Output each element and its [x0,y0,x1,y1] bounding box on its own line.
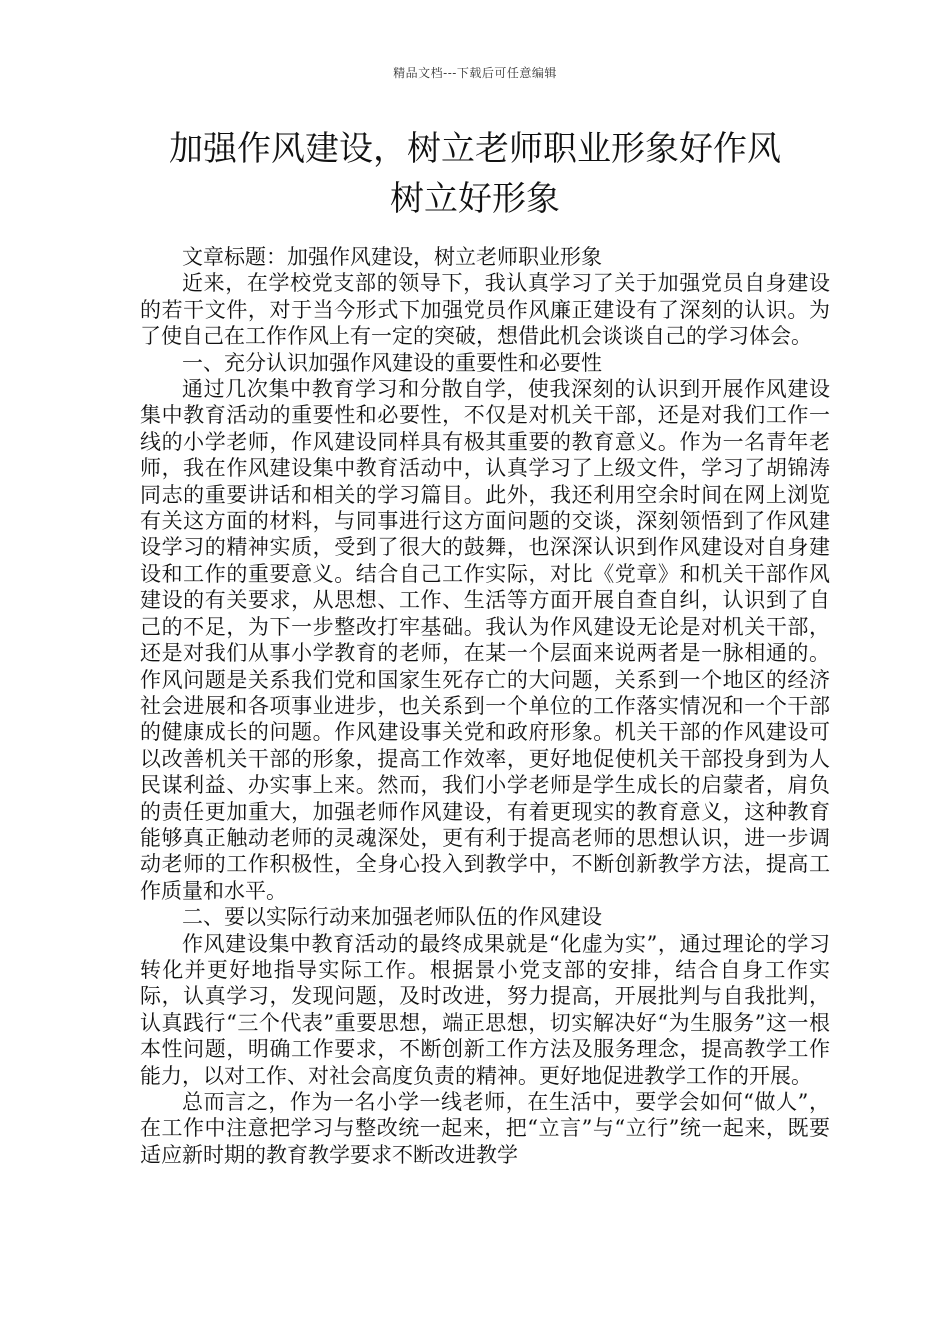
paragraph-section-2: 作风建设集中教育活动的最终成果就是“化虚为实”，通过理论的学习转化并更好地指导实际工作。根据景小党支部的安排，结合自身工作实际，认真学习，发现问题，及时改进，努力提高，开展批判与自我批判，认真践行“三个代表”重要思想，端正思想，切实解决好“为生服务”这一根本性问题，明确工作要求，不断创新工作方法及服务理念，提高教学工作能力，以对工作、对社会高度负责的精神。更好地促进教学工作的开展。 [140,931,830,1088]
title-line-1: 加强作风建设，树立老师职业形象好作风 [169,129,781,169]
document-body [140,244,830,1168]
paragraph-conclusion: 总而言之，作为一名小学一线老师，在生活中，要学会如何“做人”，在工作中注意把学习与整改统一起来，把“立言”与“立行”统一起来，既要适应新时期的教育教学要求不断改进教学 [140,1090,830,1167]
section-heading-2: 二、要以实际行动来加强老师队伍的作风建设 [182,905,602,930]
paragraph-section-1: 通过几次集中教育学习和分散自学，使我深刻的认识到开展作风建设集中教育活动的重要性和必要性，不仅是对机关干部，还是对我们工作一线的小学老师，作风建设同样具有极其重要的教育意义。作为一名青年老师，我在作风建设集中教育活动中，认真学习了上级文件，学习了胡锦涛同志的重要讲话和相关的学习篇目。此外，我还利用空余时间在网上浏览有关这方面的材料，与同事进行这方面问题的交谈，深刻领悟到了作风建设学习的精神实质，受到了很大的鼓舞，也深深认识到作风建设对自身建设和工作的重要意义。结合自己工作实际，对比《党章》和机关干部作风建设的有关要求，从思想、工作、生活等方面开展自查自纠，认识到了自己的不足，为下一步整改打牢基础。我认为作风建设无论是对机关干部，还是对我们从事小学教育的老师，在某一个层面来说两者是一脉相通的。作风问题是关系我们党和国家生死存亡的大问题，关系到一个地区的经济社会进展和各项事业进步，也关系到一个单位的工作落实情况和一个干部的健康成长的问题。作风建设事关党和政府形象。机关干部的作风建设可以改善机关干部的形象，提高工作效率，更好地促使机关干部投身到为人民谋利益、办实事上来。然而，我们小学老师是学生成长的启蒙者，肩负的责任更加重大，加强老师作风建设，有着更现实的教育意义，这种教育能够真正触动老师的灵魂深处，更有利于提高老师的思想认识，进一步调动老师的工作积极性，全身心投入到教学中，不断创新教学方法，提高工作质量和水平。 [140,377,830,903]
header-note: 精品文档---下载后可任意编辑 [393,66,557,80]
paragraph-intro: 近来，在学校党支部的领导下，我认真学习了关于加强党员自身建设的若干文件，对于当今形式下加强党员作风廉正建设有了深刻的认识。为了使自己在工作作风上有一定的突破，想借此机会谈谈自己的学习体会。 [140,271,830,349]
section-heading-1: 一、充分认识加强作风建设的重要性和必要性 [182,350,602,375]
title-line-2: 树立好形象 [390,179,560,219]
document-title [130,124,820,224]
article-title-line: 文章标题：加强作风建设，树立老师职业形象 [182,245,602,269]
